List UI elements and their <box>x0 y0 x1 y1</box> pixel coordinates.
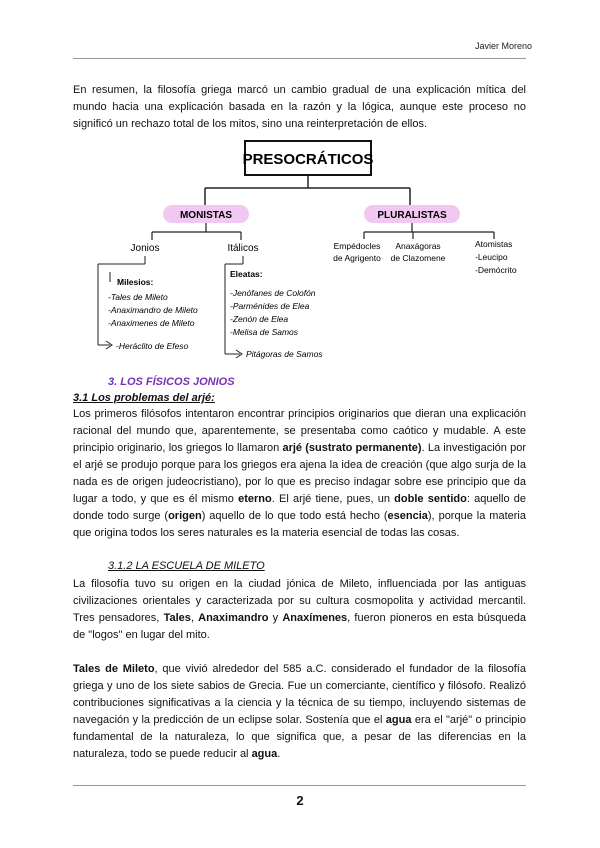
atomistas-line-3: -Demócrito <box>475 265 517 275</box>
pitagoras-label: Pitágoras de Samos <box>246 349 323 359</box>
tales-paragraph: Tales de Mileto, que vivió alrededor del 585 a.C. considerado el fundador de la filosofía griega y uno de los siete sabios de Grecia. Fue un comerciante, científico y filósofo. Realizó contribuciones significativas a la ciencia y la técnica de su tiempo, incluyendo sistemas de navegación y la predicción de un eclipse solar. Sostenía que el agua era el "arjé" o principio fundamental de la naturaleza, lo que significa que, a pesar de las diferencias en la naturaleza, todo se puede reducir al agua. <box>73 663 526 760</box>
italicos-label: Itálicos <box>227 243 259 254</box>
section-3-1-2-title: 3.1.2 LA ESCUELA DE MILETO <box>108 560 265 572</box>
presocraticos-diagram <box>0 136 600 368</box>
monistas-label: MONISTAS <box>179 210 233 221</box>
section-3-1-title: 3.1 Los problemas del arjé: <box>73 392 215 404</box>
anaxagoras-line-1: Anaxágoras <box>395 241 441 251</box>
atomistas-line-1: Atomistas <box>475 239 513 249</box>
section-3-1-paragraph: Los primeros filósofos intentaron encontrar principios originarios que dieran una explicación racional del mundo que, aparentemente, se presentaba como caótico y mudable. A este principio originario, los griegos lo llamaron arjé (sustrato permanente). La investigación por el arjé se produjo porque para los griegos era ajena la idea de creación (que algo surja de la nada es de origen judeocristiano), por lo que es preciso indagar sobre ese principio que da lugar a todo, y que es él mismo eterno. El arjé tiene, pues, un doble sentido: aquello de donde todo surge (origen) aquello de lo que todo está hecho (esencia), porque la materia que origina todos los seres naturales es la materia esencial de todas las cosas. <box>73 408 527 539</box>
jonios-label: Jonios <box>130 243 160 254</box>
heraclito-label: -Heráclito de Efeso <box>116 341 189 351</box>
pluralistas-label: PLURALISTAS <box>377 210 447 221</box>
milesios-label: Milesios: <box>117 277 154 287</box>
atomistas-line-2: -Leucipo <box>475 252 508 262</box>
empedocles-line-1: Empédocles <box>333 241 381 251</box>
milesio-2: -Anaximandro de Mileto <box>108 305 198 315</box>
diagram-title: PRESOCRÁTICOS <box>242 151 374 168</box>
mileto-paragraph: La filosofía tuvo su origen en la ciudad jónica de Mileto, influenciada por las antiguas civilizaciones orientales y caracterizada por su cultura cosmopolita y actividad mercantil. Tres pensadores, Tales, Anaximandro y Anaxímenes, fueron pioneros en esta búsqueda de "logos" en lugar del mito. <box>73 578 526 641</box>
footer-divider <box>73 785 526 786</box>
milesio-1: -Tales de Mileto <box>108 292 168 302</box>
intro-paragraph: En resumen, la filosofía griega marcó un cambio gradual de una explicación mítica del mundo hacia una explicación basada en la razón y la lógica, aunque este proceso no significó un rechazo total de los mitos, sino una reinterpretación de ellos. <box>73 84 526 130</box>
header-divider <box>73 58 526 59</box>
eleata-2: -Parménides de Elea <box>230 301 310 311</box>
eleata-3: -Zenón de Elea <box>230 314 289 324</box>
empedocles-line-2: de Agrigento <box>333 253 381 263</box>
milesio-3: -Anaximenes de Mileto <box>108 318 195 328</box>
section-3-title: 3. LOS FÍSICOS JONIOS <box>108 376 235 388</box>
header-author: Javier Moreno <box>474 41 532 51</box>
eleata-4: -Melisa de Samos <box>230 327 299 337</box>
eleatas-label: Eleatas: <box>230 269 263 279</box>
anaxagoras-line-2: de Clazomene <box>390 253 446 263</box>
page-number: 2 <box>296 793 304 808</box>
eleata-1: -Jenófanes de Colofón <box>230 288 316 298</box>
